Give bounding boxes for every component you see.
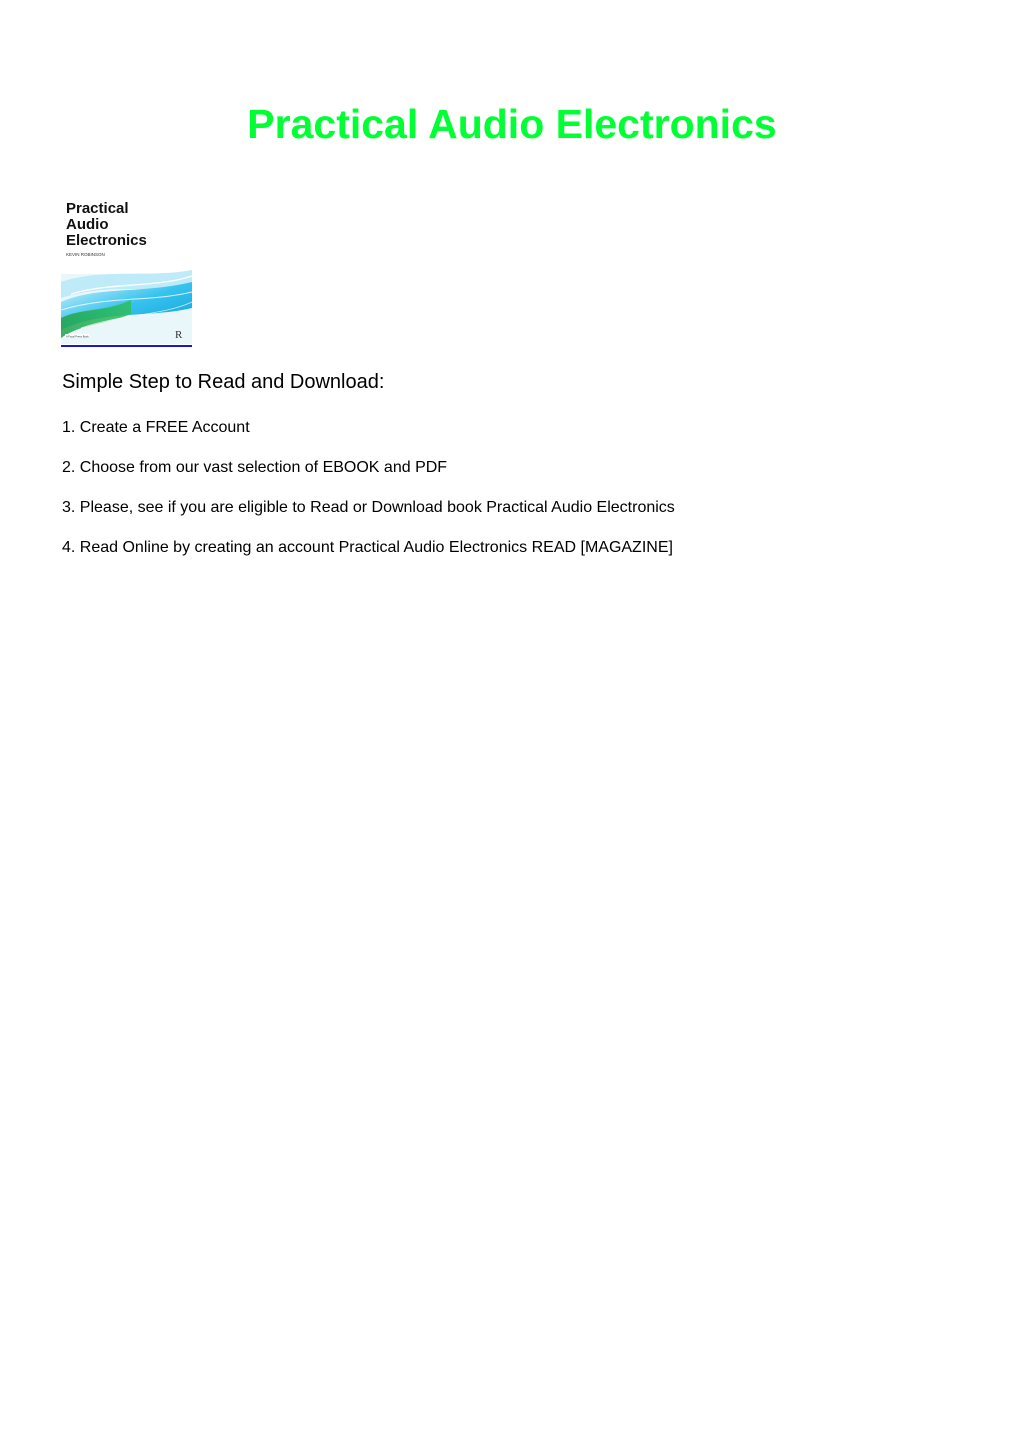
book-cover-link[interactable] [61, 190, 192, 347]
cover-author: KEVIN ROBINSON [66, 252, 105, 257]
cover-title-line-2: Audio [66, 216, 109, 233]
page-title: Practical Audio Electronics [247, 101, 777, 147]
cover-artwork [61, 270, 192, 344]
cover-title-line-1: Practical [66, 200, 129, 217]
step-1: 1. Create a FREE Account [62, 419, 250, 436]
cover-publisher-mark: R [175, 329, 183, 341]
step-3: 3. Please, see if you are eligible to Read or Download book Practical Audio Electronics [62, 499, 675, 516]
book-cover-image [61, 190, 192, 347]
step-4: 4. Read Online by creating an account Practical Audio Electronics READ [MAGAZINE] [62, 539, 673, 556]
cover-series-label: A Focal Press Book [66, 335, 89, 339]
cover-title-line-3: Electronics [66, 232, 147, 249]
steps-heading: Simple Step to Read and Download: [62, 371, 385, 393]
step-2: 2. Choose from our vast selection of EBOOK and PDF [62, 459, 448, 476]
